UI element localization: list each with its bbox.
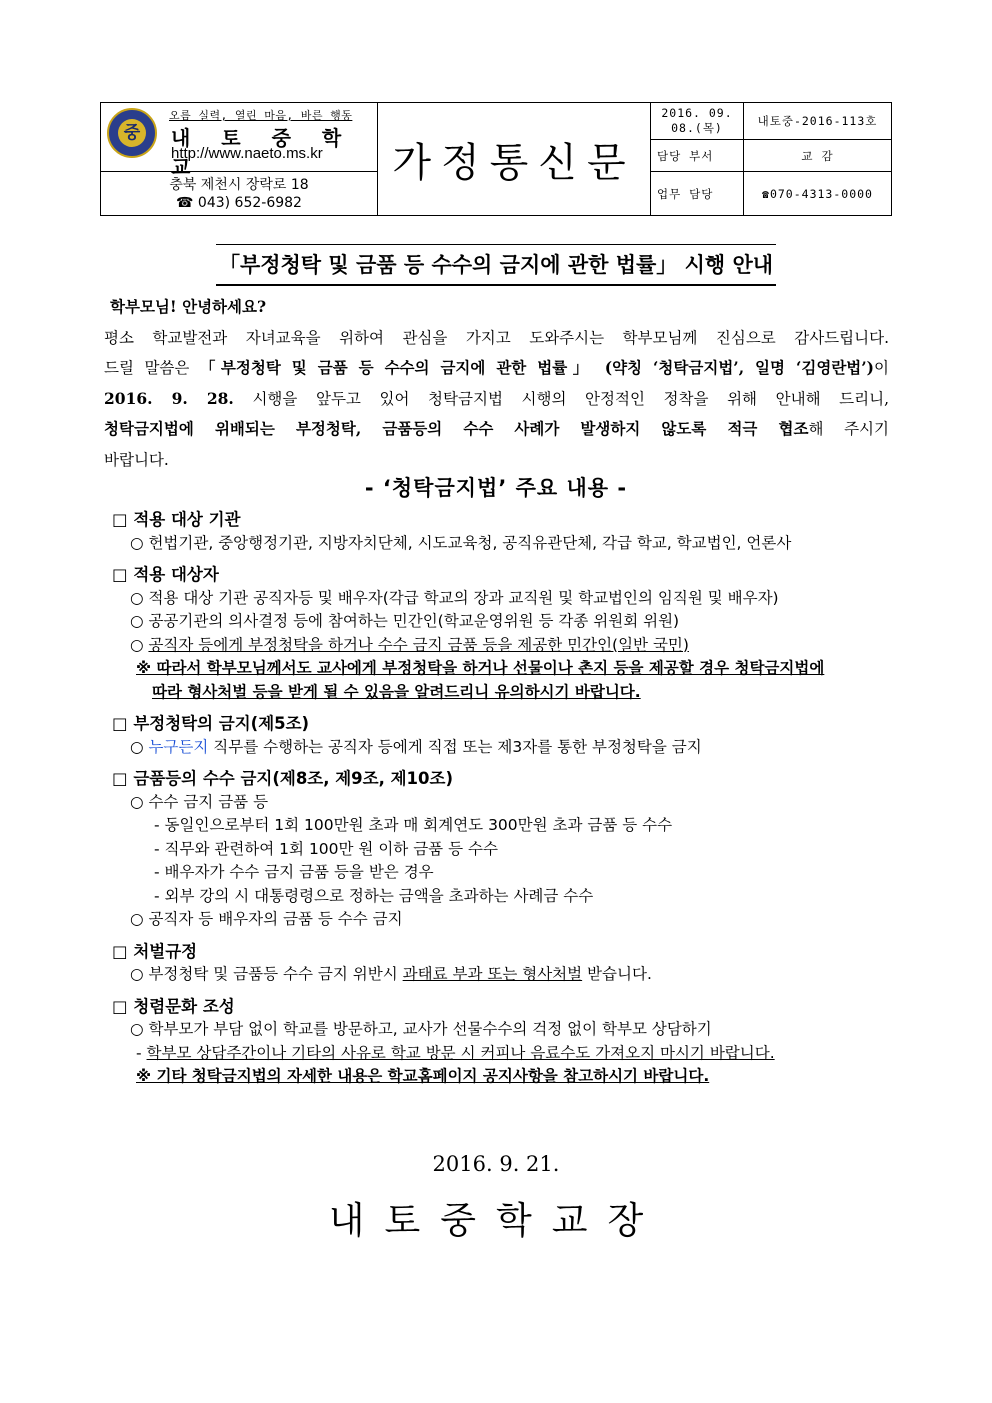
heading-target-institutions: □ 적용 대상 기관 [112,510,241,529]
sub-item: - 외부 강의 시 대통령령으로 정하는 금액을 초과하는 사례금 수수 [154,886,594,905]
principal-signature: 내토중학교장 [328,1199,664,1242]
list-item: ○ 학부모가 부담 없이 학교를 방문하고, 교사가 선물수수의 걱정 없이 학부모 상담하기 [130,1020,712,1038]
school-logo-icon: 중 [107,108,157,158]
list-item: ○ 헌법기관, 중앙행정기관, 지방자치단체, 시도교육청, 공직유관단체, 각급 학교, 학교법인, 언론사 [130,533,792,552]
heading-solicitation-ban: □ 부정청탁의 금지(제5조) [112,714,310,733]
school-address: 충북 제천시 장락로 18 [169,176,309,193]
intro-line-1: 평소 학교발전과 자녀교육을 위하여 관심을 가지고 도와주시는 학부모님께 진심으로 감사드립니다. [104,328,889,347]
list-item: ○ 누구든지 직무를 수행하는 공직자 등에게 직접 또는 제3자를 통한 부정청탁을 금지 [130,737,702,756]
warning-note-cont: 따라 형사처벌 등을 받게 될 수 있음을 알려드리니 유의하시기 바랍니다. [152,682,641,701]
newsletter-title: 가정통신문 [378,103,651,216]
school-phone: ☎ 043) 652-6982 [176,194,302,211]
warning-note: ※ 따라서 학부모님께서도 교사에게 부정청탁을 하거나 선물이나 촌지 등을 제공할 경우 청탁금지법에 [136,659,825,677]
sub-item: - 배우자가 수수 금지 금품 등을 받은 경우 [154,863,434,881]
law-name: 「부정청탁 및 금품 등 수수의 금지에 관한 법률」 (약칭 ‘청탁금지법’, 일명 ‘김영란법’) [199,358,874,377]
list-item: - 학부모 상담주간이나 기타의 사유로 학교 방문 시 커피나 음료수도 가져오지 마시기 바랍니다. [136,1043,775,1062]
list-item: ○ 공직자 등 배우자의 금품 등 수수 금지 [130,910,403,928]
sub-item: - 직무와 관련하여 1회 100만 원 이하 금품 등 수수 [154,839,498,858]
footer-date: 2016. 9. 21. [432,1152,560,1176]
staff-phone: ☎070-4313-0000 [744,172,892,216]
intro-line-4: 청탁금지법에 위배되는 부정청탁, 금품등의 수수 사례가 발생하지 않도록 적극 협조해 주시기 [104,419,890,438]
highlight-text: 누구든지 [148,737,209,756]
sub-item: - 동일인으로부터 1회 100만원 초과 매 회계연도 300만원 초과 금품 등 수수 [154,816,673,834]
staff-label: 업무 담당 [651,172,744,216]
school-motto: 오름 실력, 열린 마음, 바른 행동 [169,109,353,122]
document-title: 「부정청탁 및 금품 등 수수의 금지에 관한 법률」 시행 안내 [216,244,776,286]
heading-integrity-culture: □ 청렴문화 조성 [112,996,235,1016]
underlined-text: 과태료 부과 또는 형사처벌 [402,965,583,983]
dept-value: 교 감 [744,140,892,172]
section-title: - ‘청탁금지법’ 주요 내용 - [364,476,628,500]
heading-gift-ban: □ 금품등의 수수 금지(제8조, 제9조, 제10조) [112,769,453,788]
school-url[interactable]: http://www.naeto.ms.kr [171,145,323,162]
main-content [112,506,902,1089]
intro-line-3: 2016. 9. 28. 시행을 앞두고 있어 청탁금지법 시행의 안정적인 정착을 위해 안내해 드리니, [104,388,889,408]
intro-line-5: 바랍니다. [104,450,169,469]
heading-penalties: □ 처벌규정 [112,941,198,961]
school-info-cell [101,103,378,179]
intro-line-2: 드릴 말씀은 「부정청탁 및 금품 등 수수의 금지에 관한 법률」 (약칭 ‘청탁금지법’, 일명 ‘김영란법’)이 [104,358,889,377]
intro-paragraph [104,292,889,475]
heading-target-persons: □ 적용 대상자 [112,565,219,584]
dept-label: 담당 부서 [651,140,744,172]
doc-number: 내토중-2016-113호 [744,103,892,140]
list-item: ○ 공공기관의 의사결정 등에 참여하는 민간인(학교운영위원 등 각종 위원회 위원) [130,612,680,630]
list-item: ○ 수수 금지 금품 등 [130,792,269,811]
list-item: ○ 공직자 등에게 부정청탁을 하거나 수수 금지 금품 등을 제공한 민간인(일반 국민) [130,635,689,654]
list-item: ○ 부정청탁 및 금품등 수수 금지 위반시 과태료 부과 또는 형사처벌 받습니다. [130,965,652,983]
effective-date: 2016. 9. 28. [104,388,234,408]
underlined-text: 학부모 상담주간이나 기타의 사유로 학교 방문 시 커피나 음료수도 가져오지 마시기 바랍니다. [146,1043,775,1062]
greeting: 학부모님! 안녕하세요? [110,297,267,316]
reference-note: ※ 기타 청탁금지법의 자세한 내용은 학교홈페이지 공지사항을 참고하시기 바랍니다. [136,1067,710,1085]
issue-date: 2016. 09. 08.(목) [651,103,744,140]
list-item: ○ 적용 대상 기관 공직자등 및 배우자(각급 학교의 장과 교직원 및 학교법인의 임직원 및 배우자) [130,588,779,607]
cooperation-request: 청탁금지법에 위배되는 부정청탁, 금품등의 수수 사례가 발생하지 않도록 적극 협조 [104,419,809,438]
school-name: 내 토 중 학 교 [171,126,354,179]
header-table [100,102,892,216]
underlined-text: 공직자 등에게 부정청탁을 하거나 수수 금지 금품 등을 제공한 민간인(일반 국민) [148,635,689,654]
